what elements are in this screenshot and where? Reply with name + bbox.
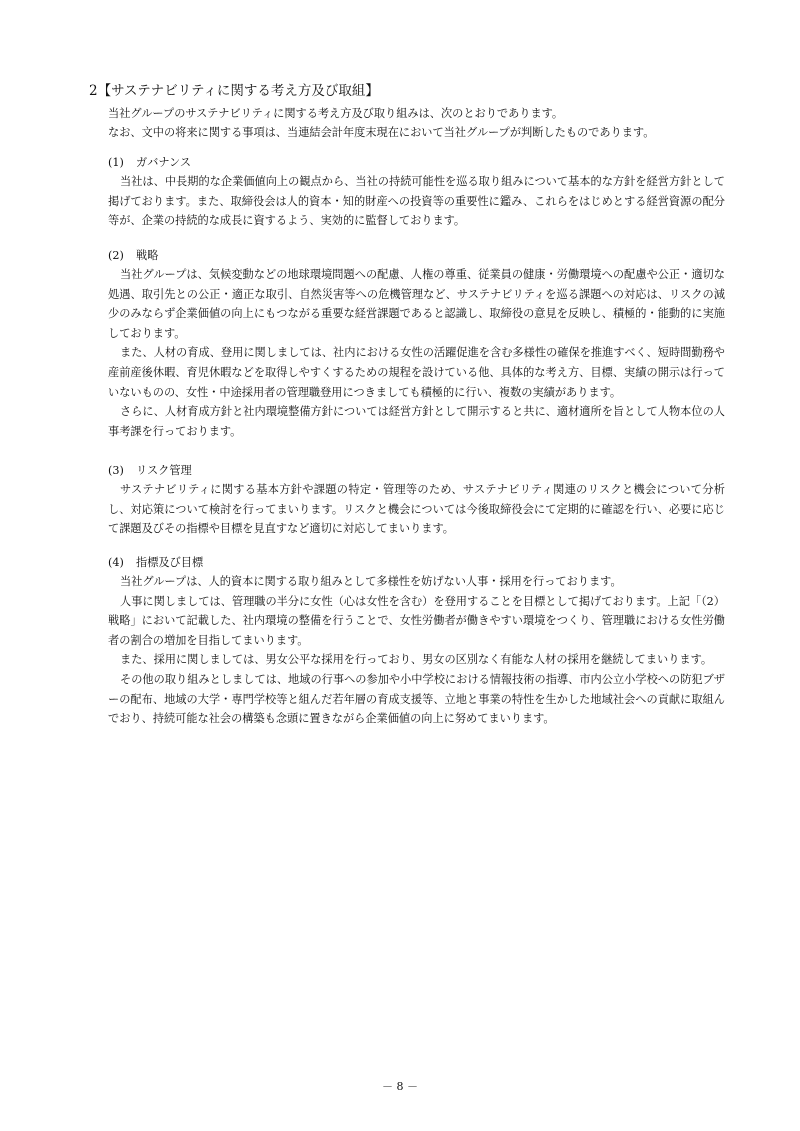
page-number: － 8 － xyxy=(382,1080,418,1093)
section-title-text: ガバナンス xyxy=(136,156,192,169)
section-number: (4) xyxy=(108,556,124,569)
paragraph: 人事に関しましては、管理職の半分に女性（心は女性を含む）を登用することを目標として掲げております。上記「（2）戦略」において記載した、社内環境の整備を行うことで、女性労働者が働きやすい環境をつくり、管理職における女性労働者の割合の増加を目指してまいります。 xyxy=(108,594,725,647)
section-title xyxy=(108,553,725,572)
paragraph: また、人材の育成、登用に関しましては、社内における女性の活躍促進を含む多様性の確保を推進すべく、短時間勤務や産前産後休暇、育児休暇などを取得しやすくするための規程を設けている他、具体的な考え方、目標、実績の開示は行っていないものの、女性・中途採用者の管理職登用につきましても積極的に行い、複数の実績があります。 xyxy=(108,346,725,399)
paragraph: また、採用に関しましては、男女公平な採用を行っており、男女の区別なく有能な人材の採用を継続してまいります。 xyxy=(120,653,713,667)
section-title-text: 戦略 xyxy=(136,249,159,262)
section-metrics-targets xyxy=(108,553,725,729)
section-title xyxy=(108,153,725,172)
intro-line: なお、文中の将来に関する事項は、当連結会計年度末現在において当社グループが判断したものであります。 xyxy=(108,126,655,139)
paragraph: 当社グループは、人的資本に関する取り組みとして多様性を妨げない人事・採用を行っております。 xyxy=(120,575,622,588)
intro-block xyxy=(108,104,654,142)
section-governance xyxy=(108,153,725,231)
section-strategy xyxy=(108,246,725,441)
section-title xyxy=(108,461,725,480)
paragraph: さらに、人材育成方針と社内環境整備方針については経営方針として開示すると共に、適材適所を旨として人物本位の人事考課を行っております。 xyxy=(108,405,725,438)
paragraph: 当社は、中長期的な企業価値向上の観点から、当社の持続可能性を巡る取り組みについて基本的な方針を経営方針として掲げております。また、取締役会は人的資本・知的財産への投資等の重要性に鑑み、これらをはじめとする経営資源の配分等が、企業の持続的な成長に資するよう、実効的に監督しております。 xyxy=(108,175,725,228)
section-heading: 2【サステナビリティに関する考え方及び取組】 xyxy=(89,83,379,99)
section-title xyxy=(108,246,725,265)
section-number: (2) xyxy=(108,249,124,262)
section-title-text: 指標及び目標 xyxy=(136,556,204,569)
paragraph: 当社グループは、気候変動などの地球環境問題への配慮、人権の尊重、従業員の健康・労働環境への配慮や公正・適切な処遇、取引先との公正・適正な取引、自然災害等への危機管理など、サステナビリティを巡る課題への対応は、リスクの減少のみならず企業価値の向上にもつながる重要な経営課題であると認識し、取締役の意見を反映し、積極的・能動的に実施しております。 xyxy=(108,268,725,340)
paragraph: サステナビリティに関する基本方針や課題の特定・管理等のため、サステナビリティ関連のリスクと機会について分析し、対応策について検討を行ってまいります。リスクと機会については今後取締役会にて定期的に確認を行い、必要に応じて課題及びその指標や目標を見直すなど適切に対応してまいります。 xyxy=(108,483,725,536)
section-risk-management xyxy=(108,461,725,539)
intro-line: 当社グループのサステナビリティに関する考え方及び取り組みは、次のとおりであります。 xyxy=(108,107,564,120)
section-number: (3) xyxy=(108,464,124,477)
section-title-text: リスク管理 xyxy=(136,464,192,477)
paragraph: その他の取り組みとしましては、地域の行事への参加や小中学校における情報技術の指導、市内公立小学校への防犯ブザーの配布、地域の大学・専門学校等と組んだ若年層の育成支援等、立地と事業の特性を生かした地域社会への貢献に取組んでおり、持続可能な社会の構築も念頭に置きながら企業価値の向上に努めてまいります。 xyxy=(108,672,725,726)
section-number: (1) xyxy=(108,156,124,169)
